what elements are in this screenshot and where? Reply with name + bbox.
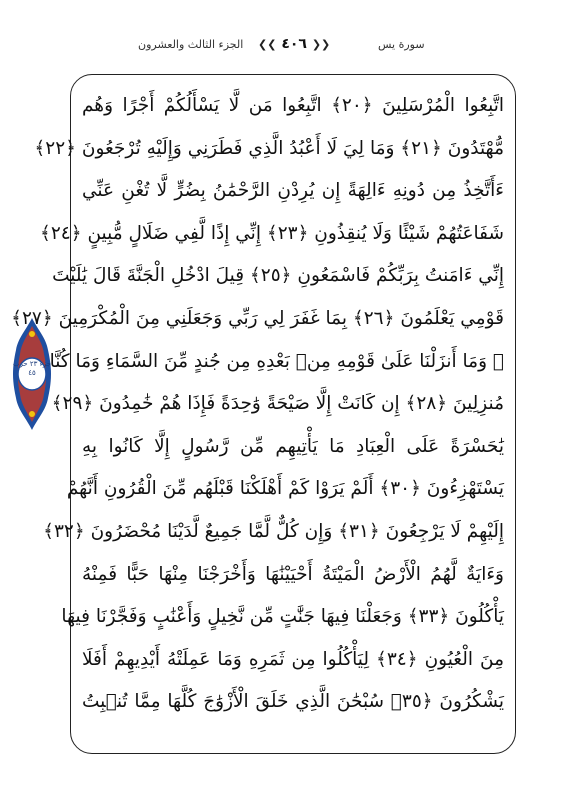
text-line: ءَأَتَّخِذُ مِن دُونِهِ ءَالِهَةً إِن يُرِدْنِ الرَّحْمَٰنُ بِضُرٍّ لَّا تُغْنِ عَنِّي (82, 180, 504, 202)
text-line: ۞ وَمَا أَنزَلْنَا عَلَىٰ قَوْمِهِ مِنۢ بَعْدِهِ مِن جُندٍ مِّنَ السَّمَاءِ وَمَا كُنَّا (49, 350, 504, 372)
text-line: وَءَايَةٌ لَّهُمُ الْأَرْضُ الْمَيْتَةُ أَحْيَيْنَٰهَا وَأَخْرَجْنَا مِنْهَا حَبًّا فَمِنْهُ (82, 563, 504, 585)
text-line: إِلَيْهِمْ لَا يَرْجِعُونَ ﴿٣١﴾ وَإِن كُلٌّ لَّمَّا جَمِيعٌ لَّدَيْنَا مُحْضَرُونَ ﴿٣٢﴾ (43, 520, 504, 542)
text-line: إِنِّي ءَامَنتُ بِرَبِّكُمْ فَاسْمَعُونِ ﴿٢٥﴾ قِيلَ ادْخُلِ الْجَنَّةَ قَالَ يَٰلَيْتَ (52, 265, 504, 287)
surah-name: سورة يس (378, 38, 425, 51)
text-line: اتَّبِعُوا الْمُرْسَلِينَ ﴿٢٠﴾ اتَّبِعُوا مَن لَّا يَسْأَلُكُمْ أَجْرًا وَهُم (82, 95, 504, 116)
text-line: يَٰحَسْرَةً عَلَى الْعِبَادِ مَا يَأْتِيهِم مِّن رَّسُولٍ إِلَّا كَانُوا بِهِ (82, 435, 504, 457)
ornament-right-icon: ❯❯ (258, 38, 277, 51)
text-line: قَوْمِي يَعْلَمُونَ ﴿٢٦﴾ بِمَا غَفَرَ لِي رَبِّي وَجَعَلَنِي مِنَ الْمُكْرَمِينَ ﴿٢٧﴾ (11, 307, 504, 329)
text-line: مُّهْتَدُونَ ﴿٢١﴾ وَمَا لِيَ لَا أَعْبُدُ الَّذِي فَطَرَنِي وَإِلَيْهِ تُرْجَعُونَ ﴿٢٢﴾ (34, 137, 504, 159)
text-line: مِنَ الْعُيُونِ ﴿٣٤﴾ لِيَأْكُلُوا مِن ثَمَرِهِ وَمَا عَمِلَتْهُ أَيْدِيهِمْ أَفَلَا (82, 648, 504, 670)
text-line: مُنزِلِينَ ﴿٢٨﴾ إِن كَانَتْ إِلَّا صَيْحَةً وَٰحِدَةً فَإِذَا هُمْ خَٰمِدُونَ ﴿٢٩﴾ (51, 393, 504, 415)
text-line: شَفَاعَتُهُمْ شَيْئًا وَلَا يُنقِذُونِ ﴿٢٣﴾ إِنِّي إِذًا لَّفِي ضَلَالٍ مُّبِينٍ ﴿٢٤﴾ (40, 222, 504, 244)
hizb-marker-text: جزء ٢٣ حزب ٤٥ (12, 360, 52, 377)
page-number (258, 36, 330, 52)
text-line: يَشْكُرُونَ ﴿٣٥﴾ سُبْحَٰنَ الَّذِي خَلَقَ الْأَزْوَٰجَ كُلَّهَا مِمَّا تُنۢبِتُ (82, 691, 504, 713)
page-number-text: ٤٠٦ (281, 36, 307, 52)
juz-label: الجزء الثالث والعشرون (138, 38, 244, 51)
text-line: يَسْتَهْزِءُونَ ﴿٣٠﴾ أَلَمْ يَرَوْا كَمْ أَهْلَكْنَا قَبْلَهُم مِّنَ الْقُرُونِ أَنَّهُمْ (66, 478, 504, 500)
page-header (0, 28, 565, 68)
text-line: يَأْكُلُونَ ﴿٣٣﴾ وَجَعَلْنَا فِيهَا جَنَّٰتٍ مِّن نَّخِيلٍ وَأَعْنَٰبٍ وَفَجَّرْنَا فِيهَا (61, 606, 504, 628)
ornament-left-icon: ❮❮ (311, 38, 331, 51)
